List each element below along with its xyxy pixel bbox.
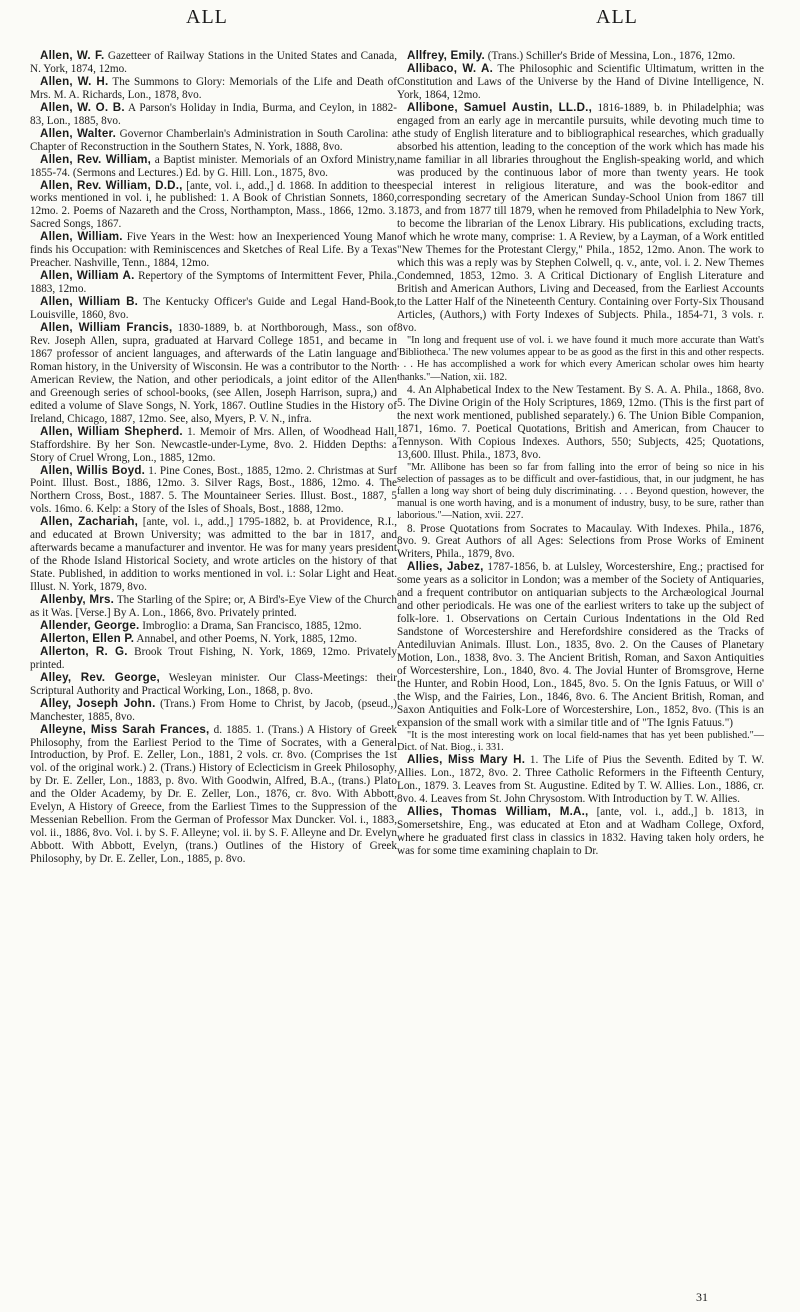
left-column (30, 50, 397, 866)
entry-text: 8. Prose Quotations from Socrates to Macaulay. With Indexes. Phila., 1876, 8vo. 9. Great Authors of all Ages: Selections from Prose Works of Eminent Writers, Phila., 1879, 8vo. (397, 522, 764, 561)
dictionary-entry (30, 724, 397, 866)
dictionary-entry (30, 180, 397, 232)
entry-text: Five Years in the West: how an Inexperienced Young Man finds his Occupation: with Reminiscences and Sketches of Real Life. By a Texas Preacher. Nashville, Tenn., 1884, 12mo. (30, 231, 397, 270)
entry-text: Governor Chamberlain's Administration in South Carolina: a Chapter of Reconstruction in the Southern States, N. York, 1888, 8vo. (30, 127, 398, 153)
dictionary-entry (30, 465, 397, 517)
dictionary-entry (30, 102, 397, 128)
dictionary-entry (397, 561, 764, 729)
entry-text: The Philosophic and Scientific Ultimatum, written in the Constitution and Laws of the Universe by the Hand of Divine Intelligence, N. York, 1864, 12mo. (397, 62, 764, 101)
dictionary-entry (397, 102, 764, 335)
dictionary-entry (30, 646, 397, 672)
entry-heading: Allen, William. (40, 230, 123, 244)
entry-heading: Allies, Thomas William, M.A., (407, 804, 589, 818)
entry-heading: Allen, W. O. B. (40, 100, 125, 114)
entry-text: (Trans.) Schiller's Bride of Messina, Lon., 1876, 12mo. (487, 50, 736, 62)
dictionary-entry (30, 322, 397, 426)
page-number: 31 (696, 1290, 708, 1304)
dictionary-entry (30, 672, 397, 698)
dictionary-entry (30, 76, 397, 102)
entry-text: Wesleyan minister. Our Class-Meetings: their Scriptural Authority and Practical Working, Lon., 1868, p. 8vo. (30, 671, 397, 697)
dictionary-entry (30, 231, 397, 270)
dictionary-entry (30, 270, 397, 296)
right-column (397, 50, 764, 858)
entry-text: d. 1885. 1. (Trans.) A History of Greek Philosophy, from the Earliest Period to the Time of Socrates, with a General Introduction, by Prof. E. Zeller, Lon., 1881, 2 vols. cr. 8vo. (Comprises the 1st vol. of the original work.) 2. (Trans.) History of Eclecticism in Greek Philosophy, by Dr. E. Zeller, Lon., 1883, p. 8vo. With Goodwin, Alfred, B.A., (trans.) Plato and the Older Academy, by Dr. E. Zeller, Lon., 1876, cr. 8vo. With Abbott, Evelyn, A History of Greece, from the Earliest Times to the Suppression of the Messenian Rebellion. From the German of Professor Max Duncker. Vol. i., 1883, vol. ii., 1886, 8vo. Vol. i. by S. F. Alleyne; vol. ii. by S. F. Alleyne and Dr. Evelyn Abbott. With Abbott, Evelyn, (trans.) Outlines of the History of Greek Philosophy, by Dr. E. Zeller, Lon., 1885, p. 8vo. (30, 723, 397, 866)
entry-heading: Allen, Zachariah, (40, 515, 139, 529)
entry-heading: Allen, Walter. (40, 126, 117, 140)
entry-text: Repertory of the Symptoms of Intermittent Fever, Phila., 1883, 12mo. (30, 270, 398, 296)
dictionary-entry (30, 128, 397, 154)
entry-heading: Allenby, Mrs. (40, 593, 115, 607)
entry-text: 1787-1856, b. at Lulsley, Worcestershire, Eng.; practised for some years as a solicitor in London; was a member of the Society of Antiquaries, and a frequent contributor on antiquarian subjects to the Archæological Journal and other periodicals. He was one of the earliest writers to take up the subject of folk-lore. 1. Observations on Certain Curious Indentations in the Old Red Sandstone of Worcestershire and Herefordshire considered as the Tracks of Antediluvian Animals. Illust. Lon., 1835, 8vo. 2. On the Causes of Planetary Motion, Lon., 1838, 8vo. 3. The Ancient British, Roman, and Saxon Antiquities of Worcestershire, Lon., 1840, 8vo. 4. The Jovial Hunter of Bromsgrove, Herne the Hunter, and Robin Hood, Lon., 1845, 8vo. 5. On the Ignis Fatuus, or Will o' the Wisp, and the Fairies, Lon., 1846, 8vo. 6. The Ancient British, Roman, and Saxon Antiquities and Folk-Lore of Worcestershire, Lon., 1852, 8vo. (This is an expansion of the small work with a similar title and of "The Ignis Fatuus.") (397, 561, 765, 729)
entry-text: 1. The Life of Pius the Seventh. Edited by T. W. Allies. Lon., 1872, 8vo. 2. Three Catholic Reformers in the Fifteenth Century, Lon., 1879. 3. Leaves from St. Augustine. Edited by T. W. Allies. Lon., 1886, cr. 8vo. 4. Leaves from St. John Chrysostom. With Introduction by T. W. Allies. (397, 754, 764, 806)
entry-heading: Alley, Joseph John. (40, 696, 156, 710)
entry-heading: Allerton, R. G. (40, 644, 128, 658)
dictionary-entry (397, 754, 764, 806)
dictionary-entry (30, 154, 397, 180)
entry-text: 1. Pine Cones, Bost., 1885, 12mo. 2. Christmas at Surf Point. Illust. Bost., 1886, 12mo. 3. Silver Rags, Bost., 1886, 12mo. 4. The Northern Cross, Bost., 1887. 5. The Mountaineer Series. Illust. Bost., 1887, 5 vols. 16mo. 6. Kelp: a Story of the Isles of Shoals, Bost., 1888, 12mo. (30, 464, 398, 516)
entry-heading: Allen, William Shepherd. (40, 424, 183, 438)
entry-text: [ante, vol. i., add.,] b. 1813, in Somersetshire, Eng., was educated at Eton and at Wadham College, Oxford, where he graduated first class in classics in 1832. Having taken holy orders, he was for some time examining chaplain to Dr. (397, 805, 765, 857)
dictionary-entry (30, 594, 397, 620)
entry-heading: Alley, Rev. George, (40, 670, 160, 684)
entry-heading: Allen, Rev. William, (40, 152, 152, 166)
entry-heading: Alleyne, Miss Sarah Frances, (40, 722, 210, 736)
entry-text: Brook Trout Fishing, N. York, 1869, 12mo. Privately printed. (30, 645, 398, 671)
dictionary-entry (30, 296, 397, 322)
quoted-review: "Mr. Allibone has been so far from falling into the error of being so nice in his selection of passages as to be difficult and over-fastidious, that, in our judgment, he has fallen a long way short of being duly discriminating. . . . Beyond question, however, the manual is one worth having, and is a monument of industry, busy, to be sure, rather than laborious."—Nation, xvii. 227. (397, 461, 764, 522)
dictionary-entry (30, 698, 397, 724)
entry-heading: Allibone, Samuel Austin, LL.D., (407, 100, 593, 114)
dictionary-entry (397, 63, 764, 102)
entry-text: [ante, vol. i., add.,] 1795-1882, b. at Providence, R.I., and educated at Brown University; was admitted to the bar in 1817, and afterwards became a manufacturer and inventor. He was for many years president of the Rhode Island Historical Society, and wrote articles on the history of that State. Published, in addition to works mentioned in vol. i.: Solar Light and Heat. Illust. N. York, 1879, 8vo. (30, 516, 397, 594)
entry-text: 1816-1889, b. in Philadelphia; was engaged from an early age in mercantile pursuits, while devoting much time to the study of English literature and to bibliographical researches, which gradually absorbed his attention, leading to the conception of the work which has made his name familiar in all libraries throughout the English-speaking world, and which was produced by the continuous labor of more than twenty years. He took especial interest in religious literature, and was the book-editor and corresponding secretary of the American Sunday-School Union from 1867 till 1873, and from 1877 till 1879, when he removed from Philadelphia to New York, to become the librarian of the Lenox Library. His publications, excluding tracts, of which he wrote many, comprise: 1. A Review, by a Layman, of a Work entitled "New Themes for the Protestant Clergy," Phila., 1852, 12mo. Anon. The work to which this was a reply was by Stephen Colwell, q. v., ante, vol. i. 2. New Themes Condemned, 1853, 12mo. 3. A Critical Dictionary of English Literature and British and American Authors, Living and Deceased, from the Earliest Accounts to the Latter Half of the Nineteenth Century. Containing over Forty-Six Thousand Articles, (Authors,) with Forty Indexes of Subjects. Phila., 1854-71, 3 vols. r. 8vo. (397, 101, 764, 335)
entry-heading: Allfrey, Emily. (407, 49, 485, 62)
dictionary-entry (397, 523, 764, 562)
entry-text: The Kentucky Officer's Guide and Legal Hand-Book, Louisville, 1860, 8vo. (30, 296, 397, 322)
dictionary-entry (30, 426, 397, 465)
entry-heading: Allen, Rev. William, D.D., (40, 178, 183, 192)
entry-heading: Allen, William A. (40, 269, 135, 283)
running-head-right: ALL (596, 6, 638, 28)
entry-text: Gazetteer of Railway Stations in the United States and Canada, N. York, 1874, 12mo. (30, 50, 398, 75)
entry-text: (Trans.) From Home to Christ, by Jacob, (pseud.,) Manchester, 1885, 8vo. (30, 697, 397, 723)
entry-text: Annabel, and other Poems, N. York, 1885, 12mo. (136, 632, 358, 645)
entry-heading: Allen, W. F. (40, 49, 105, 62)
entry-heading: Allibaco, W. A. (407, 61, 493, 75)
entry-text: [ante, vol. i., add.,] d. 1868. In addition to the works mentioned in vol. i, he published: 1. A Book of Christian Sonnets, 1860, 12mo. 2. Poems of Nazareth and the Cross, Northampton, Mass., 1866, 12mo. 3. Sacred Songs, 1867. (30, 179, 398, 231)
entry-text: a Baptist minister. Memorials of an Oxford Ministry, 1855-74. (Sermons and Lectures.) Ed. by G. Hill. Lon., 1875, 8vo. (30, 153, 398, 179)
entry-text: Imbroglio: a Drama, San Francisco, 1885, 12mo. (142, 619, 362, 632)
entry-text: 1830-1889, b. at Northborough, Mass., son of Rev. Joseph Allen, supra, graduated at Harvard College 1851, and became in 1867 professor of ancient languages, and afterwards of the Latin language and Roman history, in the University of Wisconsin. He was a contributor to the North American Review, the Nation, and other periodicals, a joint editor of the Allen and Greenough series of school-books, (see Allen, Joseph Harrison, supra,) and edited a volume of Slave Songs, N. York, 1867. Outline Studies in the History of Ireland, Chicago, 1887, 12mo. See, also, Myers, P. V. N., infra. (30, 322, 398, 425)
quoted-review: "In long and frequent use of vol. i. we have found it much more accurate than Watt's 'Bibliotheca.' The new volumes appear to be as good as the first in this and other respects. . . . He has accomplished a work for which every American scholar owes him hearty thanks."—Nation, xii. 182. (397, 334, 764, 383)
dictionary-entry (397, 384, 764, 462)
entry-heading: Allen, William Francis, (40, 321, 173, 335)
entry-text: 4. An Alphabetical Index to the New Testament. By S. A. A. Phila., 1868, 8vo. 5. The Divine Origin of the Holy Scriptures, 1869, 12mo. (This is the first part of the next work mentioned, published separately.) 6. The Union Bible Companion, 1871, 16mo. 7. Poetical Quotations, British and American, from Chaucer to Tennyson. With Copious Indexes. Authors, 550; Subjects, 425; Quotations, 13,600. Illust. Phila., 1873, 8vo. (397, 383, 764, 461)
entry-text: The Starling of the Spire; or, A Bird's-Eye View of the Church as it Was. [Verse.] By A. Lon., 1866, 8vo. Privately printed. (30, 594, 397, 619)
dictionary-entry (397, 806, 764, 858)
entry-heading: Allen, William B. (40, 295, 139, 309)
entry-heading: Allen, W. H. (40, 74, 109, 88)
entry-heading: Allen, Willis Boyd. (40, 463, 146, 477)
entry-text: 1. Memoir of Mrs. Allen, of Woodhead Hall, Staffordshire. By her Son. Newcastle-under-Lyme, 8vo. 2. Hidden Depths: a Story of Cruel Wrong, Lon., 1885, 12mo. (30, 425, 398, 464)
entry-text: A Parson's Holiday in India, Burma, and Ceylon, in 1882-83, Lon., 1885, 8vo. (30, 101, 397, 127)
running-head-left: ALL (186, 6, 228, 28)
dictionary-entry (30, 50, 397, 76)
entry-heading: Allerton, Ellen P. (40, 631, 135, 645)
entry-text: The Summons to Glory: Memorials of the Life and Death of Mrs. M. A. Richards, Lon., 1878, 8vo. (30, 75, 397, 101)
quoted-review: "It is the most interesting work on local field-names that has yet been published."—Dict. of Nat. Biog., i. 331. (397, 729, 764, 753)
entry-heading: Allies, Miss Mary H. (407, 753, 526, 767)
dictionary-entry (30, 516, 397, 594)
entry-heading: Allies, Jabez, (407, 560, 484, 574)
entry-heading: Allender, George. (40, 618, 140, 632)
running-head (0, 4, 800, 30)
